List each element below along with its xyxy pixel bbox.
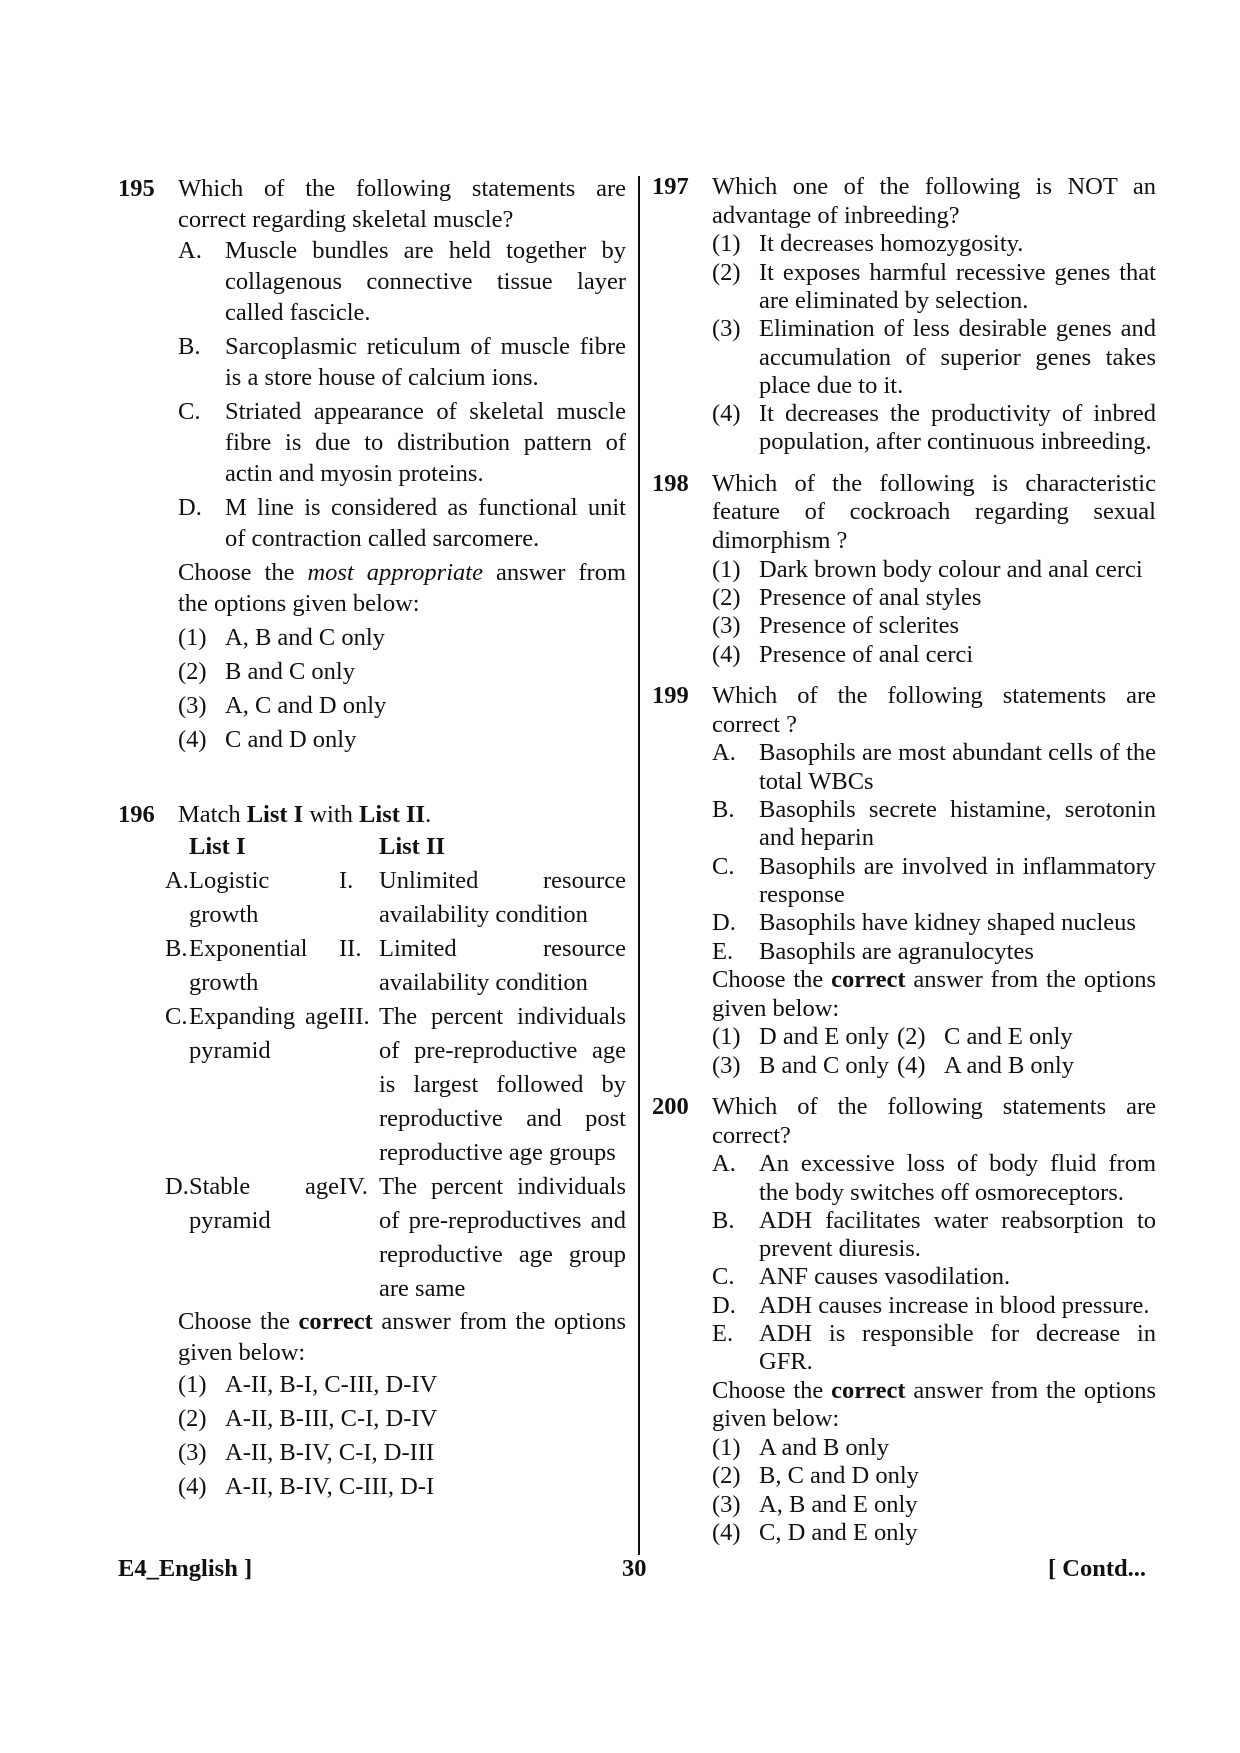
list-i-header: List I — [189, 833, 246, 860]
answer-option[interactable] — [712, 1462, 1156, 1490]
statement-label: C. — [178, 398, 201, 425]
statement-item — [178, 331, 626, 393]
stem-text: with — [303, 801, 360, 828]
statement-label: C. — [712, 852, 735, 880]
option-text: It decreases homozygosity. — [759, 230, 1024, 258]
option-number: (1) — [178, 1371, 207, 1398]
stem-bold: List I — [246, 801, 304, 828]
question-stem — [178, 799, 626, 830]
option-text: A-II, B-III, C-I, D-IV — [225, 1405, 438, 1432]
statement-label: B. — [712, 1206, 735, 1234]
option-text: It exposes harmful recessive genes that are eliminated by selection. — [759, 258, 1156, 314]
statement-label: A. — [712, 739, 736, 767]
instruction-emphasis: correct — [298, 1308, 373, 1335]
option-list — [712, 1434, 1156, 1547]
statement-item — [712, 853, 1156, 910]
question-stem: Which one of the following is NOT an advantage of inbreeding? — [712, 173, 1156, 229]
statement-item — [712, 1207, 1156, 1264]
question-stem: Which of the following is characteristic feature of cockroach regarding sexual dimorphism ? — [712, 469, 1156, 555]
statement-label: C. — [712, 1263, 735, 1291]
option-text: A, C and D only — [225, 692, 387, 719]
option-number: (4) — [712, 400, 741, 428]
list-i-item: Exponential growth — [189, 935, 308, 996]
statement-label: D. — [178, 494, 202, 521]
option-text: Presence of anal styles — [759, 584, 982, 612]
instruction-text: Choose the — [178, 559, 308, 586]
statement-item — [712, 1263, 1156, 1291]
option-text: A-II, B-IV, C-III, D-I — [225, 1473, 435, 1500]
option-number: (4) — [897, 1051, 926, 1079]
option-list — [712, 230, 1156, 456]
option-number: (1) — [712, 555, 741, 583]
statement-item — [712, 909, 1156, 937]
statement-item — [712, 1292, 1156, 1320]
right-column — [652, 173, 1156, 1560]
option-text: It decreases the productivity of inbred population, after continuous inbreeding. — [759, 400, 1156, 456]
question-stem: Which of the following statements are correct? — [712, 1092, 1156, 1149]
option-number: (4) — [178, 726, 207, 753]
option-text: B, C and D only — [759, 1462, 919, 1490]
stem-text: . — [425, 801, 432, 828]
answer-option[interactable] — [712, 1519, 1156, 1547]
question-stem: Which of the following statements are correct ? — [712, 682, 1156, 738]
option-number: (1) — [712, 1023, 741, 1051]
statement-text: ADH causes increase in blood pressure. — [759, 1291, 1150, 1319]
option-text: C and E only — [944, 1023, 1073, 1051]
option-number: (3) — [712, 612, 741, 640]
answer-option[interactable] — [712, 230, 1156, 258]
statement-item — [178, 235, 626, 328]
answer-option[interactable] — [178, 656, 626, 687]
question-200 — [652, 1093, 1156, 1547]
list-i-label: C. — [165, 1003, 188, 1030]
statement-text: An excessive loss of body fluid from the body switches off osmoreceptors. — [759, 1150, 1156, 1206]
question-196 — [118, 799, 626, 1504]
answer-option[interactable] — [712, 1023, 912, 1051]
answer-option[interactable] — [178, 724, 626, 755]
option-number: (1) — [178, 624, 207, 651]
list-ii-item: The percent individuals of pre-reproductives and reproductive age group are same — [379, 1173, 626, 1302]
statement-text: Basophils secrete histamine, serotonin and heparin — [759, 796, 1156, 852]
option-text: D and E only — [759, 1023, 889, 1051]
answer-instruction — [178, 557, 626, 619]
statement-label: A. — [178, 237, 202, 264]
answer-instruction — [712, 1377, 1156, 1434]
statement-text: ADH is responsible for decrease in GFR. — [759, 1320, 1156, 1376]
answer-option[interactable] — [712, 612, 1156, 640]
statement-item — [712, 796, 1156, 853]
statement-label: D. — [712, 909, 736, 937]
option-text: C and D only — [225, 726, 357, 753]
option-text: B and C only — [759, 1051, 889, 1079]
option-text: A, B and C only — [225, 624, 385, 651]
statement-label: D. — [712, 1291, 736, 1319]
statement-item — [712, 1150, 1156, 1207]
answer-option[interactable] — [712, 584, 1156, 612]
option-text: C, D and E only — [759, 1518, 918, 1546]
answer-option[interactable] — [178, 1436, 626, 1470]
list-ii-label: II. — [339, 935, 362, 962]
option-text: Presence of sclerites — [759, 612, 959, 640]
option-text: A-II, B-IV, C-I, D-III — [225, 1439, 435, 1466]
stem-bold: List II — [359, 801, 426, 828]
statement-list — [178, 235, 626, 554]
statement-text: Striated appearance of skeletal muscle fibre is due to distribution pattern of actin and myosin proteins. — [225, 398, 626, 487]
question-number: 196 — [118, 801, 155, 828]
option-number: (2) — [712, 1462, 741, 1490]
statement-text: Basophils are agranulocytes — [759, 937, 1034, 965]
statement-item — [712, 739, 1156, 796]
question-195 — [118, 173, 626, 755]
list-i-item: Logistic growth — [189, 867, 270, 928]
statement-text: Muscle bundles are held together by collagenous connective tissue layer called fascicle. — [225, 237, 626, 326]
question-number: 198 — [652, 469, 689, 497]
option-text: B and C only — [225, 658, 355, 685]
option-list — [178, 1368, 626, 1504]
instruction-emphasis: correct — [831, 965, 906, 993]
list-i-label: D. — [165, 1173, 189, 1200]
option-number: (2) — [897, 1023, 926, 1051]
answer-option[interactable] — [712, 1434, 1156, 1462]
instruction-text: Choose the — [712, 965, 832, 993]
question-number: 200 — [652, 1092, 689, 1120]
statement-text: ADH facilitates water reabsorption to prevent diuresis. — [759, 1206, 1156, 1263]
answer-option[interactable] — [712, 315, 1156, 400]
statement-text: M line is considered as functional unit of contraction called sarcomere. — [225, 494, 626, 552]
stem-text: Match — [178, 801, 247, 828]
statement-list — [712, 1150, 1156, 1376]
statement-text: Sarcoplasmic reticulum of muscle fibre is a store house of calcium ions. — [225, 333, 626, 391]
answer-option[interactable] — [897, 1052, 1112, 1080]
left-column — [118, 173, 626, 1504]
option-list — [712, 556, 1156, 669]
option-text: Presence of anal cerci — [759, 640, 974, 668]
list-ii-item: The percent individuals of pre-reproductive age is largest followed by reproductive and post reproductive age groups — [379, 1003, 626, 1166]
instruction-emphasis: most appropriate — [307, 559, 483, 586]
instruction-emphasis: correct — [831, 1376, 906, 1404]
footer-paper-code: E4_English ] — [118, 1555, 253, 1582]
instruction-text: answer from the options given below: — [712, 1376, 1156, 1433]
question-number: 195 — [118, 175, 155, 202]
option-number: (3) — [712, 1490, 741, 1518]
statement-label: B. — [712, 796, 735, 824]
option-text: A-II, B-I, C-III, D-IV — [225, 1371, 438, 1398]
answer-option[interactable] — [178, 622, 626, 653]
option-number: (3) — [178, 1439, 207, 1466]
option-text: A and B only — [759, 1434, 889, 1462]
statement-text: Basophils have kidney shaped nucleus — [759, 909, 1136, 937]
answer-option[interactable] — [712, 400, 1156, 457]
option-number: (4) — [712, 640, 741, 668]
question-197 — [652, 173, 1156, 457]
statement-list — [712, 739, 1156, 965]
answer-option[interactable] — [712, 641, 1156, 669]
list-ii-label: III. — [339, 1003, 370, 1030]
answer-instruction — [712, 966, 1156, 1023]
question-stem: Which of the following statements are correct regarding skeletal muscle? — [178, 175, 626, 233]
statement-item — [712, 938, 1156, 966]
instruction-text: Choose the — [712, 1376, 832, 1404]
question-198 — [652, 470, 1156, 669]
option-text: Elimination of less desirable genes and accumulation of superior genes takes place due to it. — [759, 315, 1156, 399]
list-ii-item: Limited resource availability condition — [379, 935, 626, 996]
statement-item — [712, 1320, 1156, 1377]
list-i-item: Expanding age pyramid — [189, 1003, 339, 1064]
option-list — [712, 1023, 1112, 1080]
instruction-text: answer from the options given below: — [712, 965, 1156, 1022]
option-number: (4) — [712, 1518, 741, 1546]
match-table — [165, 830, 626, 1306]
question-199 — [652, 682, 1156, 1080]
footer-continued: [ Contd... — [1048, 1555, 1147, 1582]
option-text: Dark brown body colour and anal cerci — [759, 555, 1143, 583]
statement-item — [178, 396, 626, 489]
answer-option[interactable] — [178, 1470, 626, 1504]
answer-option[interactable] — [178, 1368, 626, 1402]
option-list — [178, 622, 626, 755]
instruction-text: Choose the — [178, 1308, 299, 1335]
list-ii-label: IV. — [339, 1173, 368, 1200]
answer-option[interactable] — [712, 259, 1156, 316]
statement-label: B. — [178, 333, 201, 360]
answer-option[interactable] — [178, 690, 626, 721]
column-divider — [638, 176, 640, 1555]
answer-option[interactable] — [178, 1402, 626, 1436]
statement-text: Basophils are most abundant cells of the total WBCs — [759, 739, 1156, 795]
option-text: A and B only — [944, 1051, 1074, 1079]
option-text: A, B and E only — [759, 1490, 918, 1518]
statement-label: A. — [712, 1150, 736, 1178]
option-number: (1) — [712, 1434, 741, 1462]
statement-label: E. — [712, 1320, 734, 1348]
option-number: (2) — [712, 584, 741, 612]
answer-option[interactable] — [712, 556, 1156, 584]
statement-text: ANF causes vasodilation. — [759, 1263, 1011, 1291]
list-i-label: A. — [165, 867, 189, 894]
option-number: (1) — [712, 230, 741, 258]
list-ii-header: List II — [379, 833, 446, 860]
footer-page-number: 30 — [622, 1555, 647, 1582]
option-number: (3) — [712, 1051, 741, 1079]
answer-option[interactable] — [712, 1491, 1156, 1519]
option-number: (2) — [178, 658, 207, 685]
list-ii-item: Unlimited resource availability condition — [379, 867, 626, 928]
statement-item — [178, 492, 626, 554]
list-i-item: Stable age pyramid — [189, 1173, 339, 1234]
option-number: (3) — [178, 692, 207, 719]
option-number: (2) — [178, 1405, 207, 1432]
question-number: 197 — [652, 173, 689, 200]
answer-option[interactable] — [712, 1052, 912, 1080]
list-ii-label: I. — [339, 867, 354, 894]
option-number: (4) — [178, 1473, 207, 1500]
answer-option[interactable] — [897, 1023, 1112, 1051]
instruction-text: answer from the options given below: — [178, 559, 627, 617]
statement-label: E. — [712, 937, 734, 965]
answer-instruction — [178, 1306, 626, 1368]
instruction-text: answer from the options given below: — [178, 1308, 626, 1366]
option-number: (2) — [712, 258, 741, 286]
list-i-label: B. — [165, 935, 188, 962]
statement-text: Basophils are involved in inflammatory response — [759, 852, 1156, 908]
option-number: (3) — [712, 315, 741, 343]
question-number: 199 — [652, 682, 689, 710]
